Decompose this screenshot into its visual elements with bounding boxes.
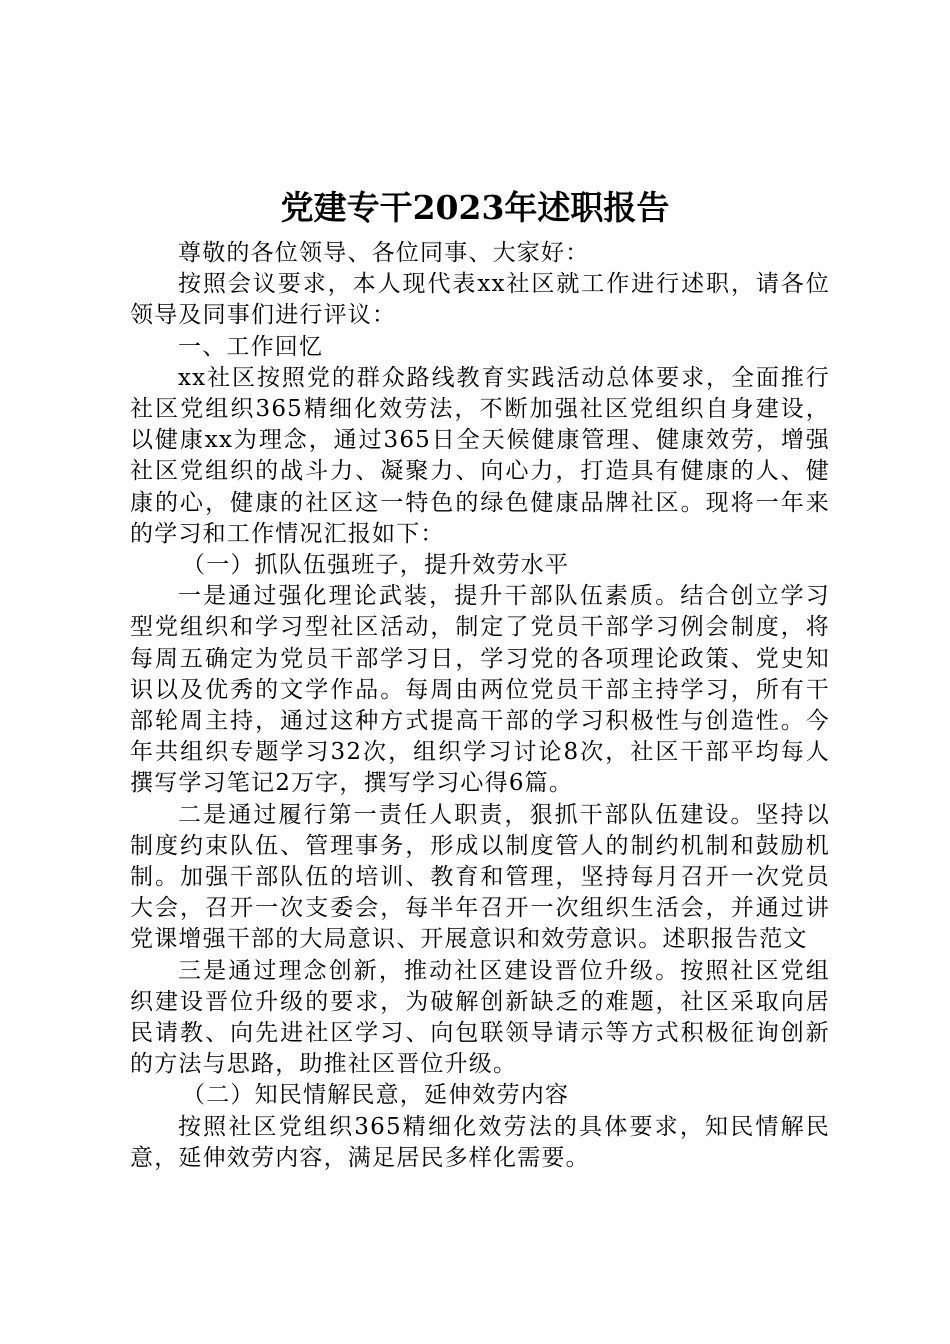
subsection-heading: （一）抓队伍强班子，提升效劳水平: [182, 552, 570, 579]
intro-paragraph: 按照会议要求，本人现代表xx社区就工作进行述职，请各位领导及同事们进行评议：: [130, 271, 830, 329]
body-paragraph: 按照社区党组织365精细化效劳法的具体要求，知民情解民意，延伸效劳内容，满足居民多样化需要。: [130, 1113, 830, 1171]
greeting-paragraph: 尊敬的各位领导、各位同事、大家好：: [178, 240, 590, 266]
body-paragraph: xx社区按照党的群众路线教育实践活动总体要求，全面推行社区党组织365精细化效劳法，不断加强社区党组织自身建设，以健康xx为理念，通过365日全天候健康管理、健康效劳，增强社区党组织的战斗力、凝聚力、向心力，打造具有健康的人、健康的心，健康的社区这一特色的绿色健康品牌社区。现将一年来的学习和工作情况汇报如下：: [130, 364, 830, 547]
document-title: 党建专干2023年述职报告: [280, 188, 670, 227]
body-paragraph: 一是通过强化理论武装，提升干部队伍素质。结合创立学习型党组织和学习型社区活动，制定了党员干部学习例会制度，将每周五确定为党员干部学习日，学习党的各项理论政策、党史知识以及优秀的文学作品。每周由两位党员干部主持学习，所有干部轮周主持，通过这种方式提高干部的学习积极性与创造性。今年共组织专题学习32次，组织学习讨论8次，社区干部平均每人撰写学习笔记2万字，撰写学习心得6篇。: [130, 583, 830, 797]
document-body: [130, 238, 830, 1174]
body-paragraph: 二是通过履行第一责任人职责，狠抓干部队伍建设。坚持以制度约束队伍、管理事务，形成以制度管人的制约机制和鼓励机制。加强干部队伍的培训、教育和管理，坚持每月召开一次党员大会，召开一次支委会，每半年召开一次组织生活会，并通过讲党课增强干部的大局意识、开展意识和效劳意识。述职报告范文: [130, 801, 830, 953]
subsection-heading: （二）知民情解民意，延伸效劳内容: [182, 1082, 570, 1109]
section-heading: 一、工作回忆: [178, 333, 324, 360]
body-paragraph: 三是通过理念创新，推动社区建设晋位升级。按照社区党组织建设晋位升级的要求，为破解创新缺乏的难题，社区采取向居民请教、向先进社区学习、向包联领导请示等方式积极征询创新的方法与思路，助推社区晋位升级。: [130, 957, 830, 1078]
